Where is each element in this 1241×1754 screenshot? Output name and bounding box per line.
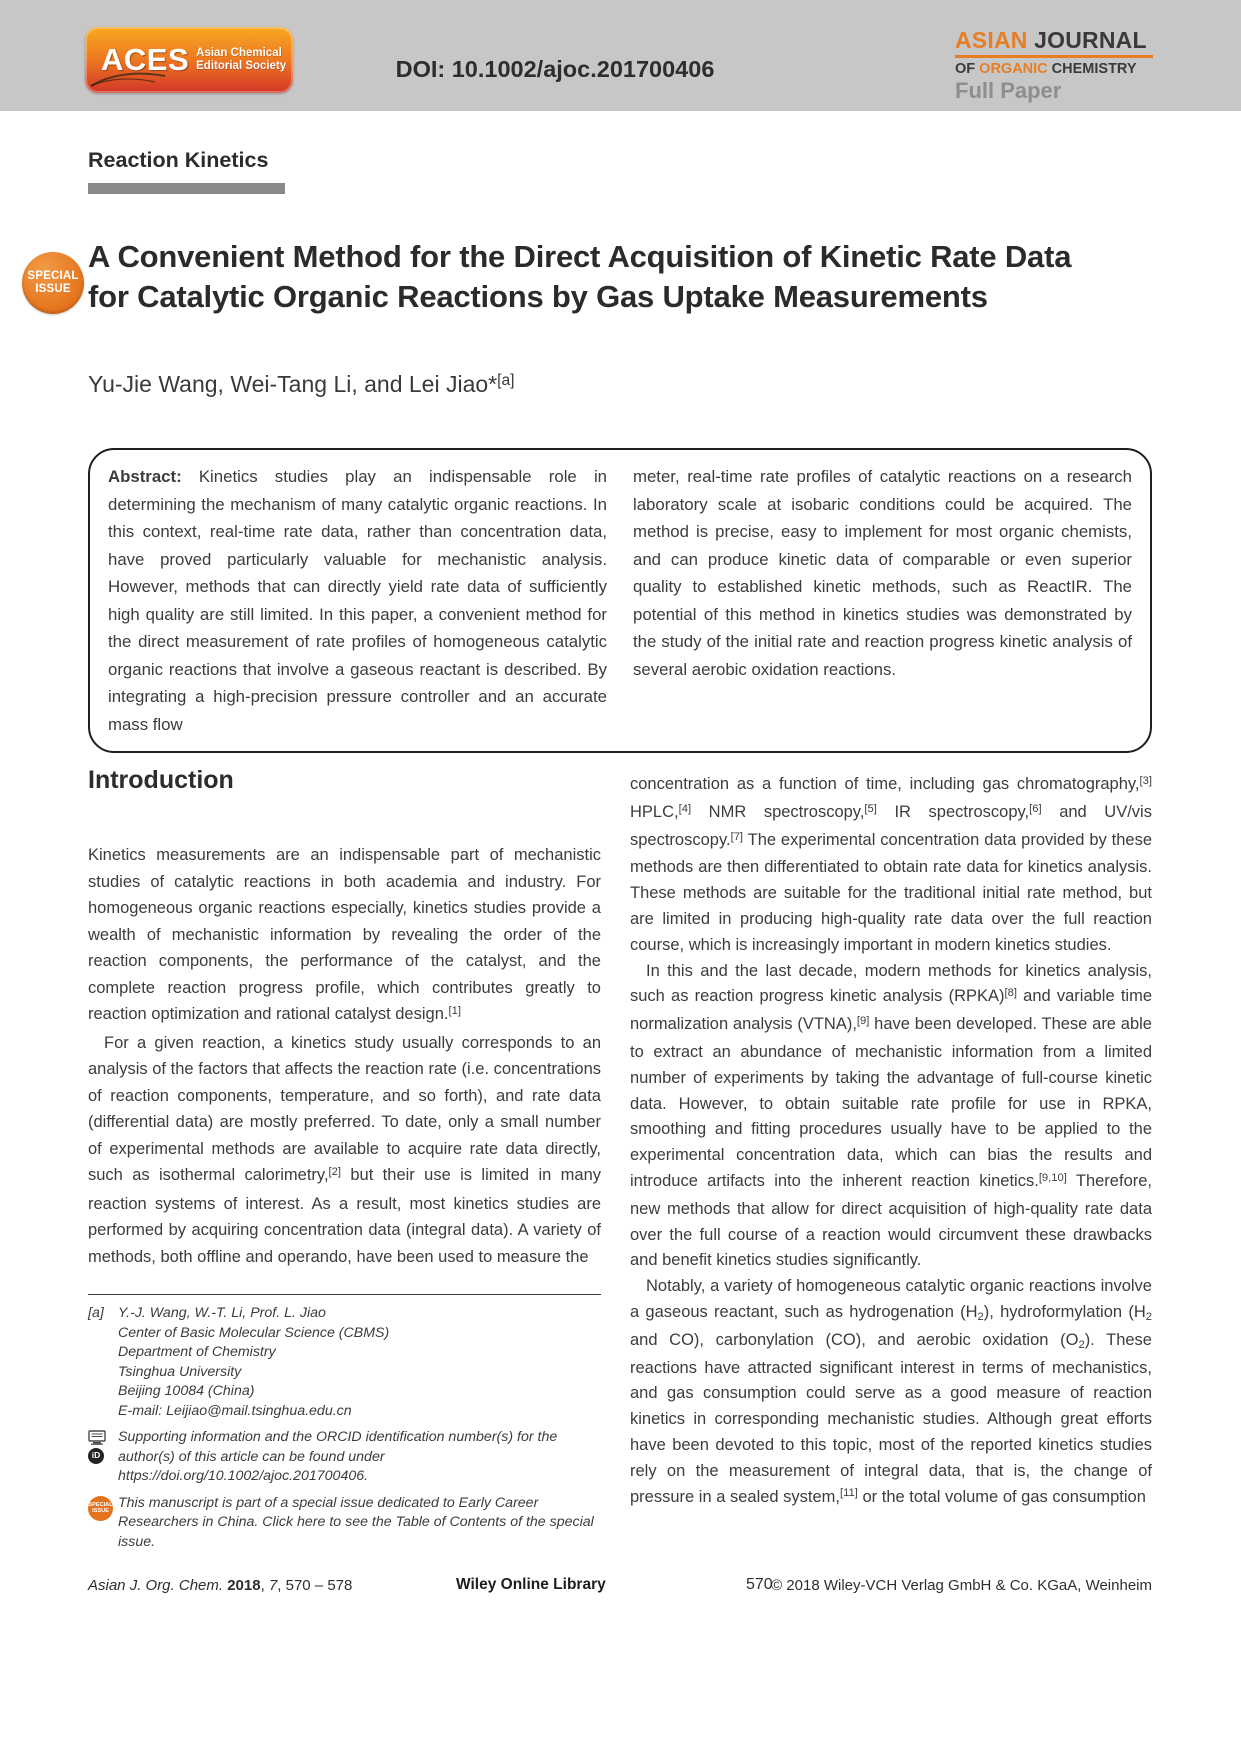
journal-citation: Asian J. Org. Chem. 2018, 7, 570 – 578 (88, 1577, 353, 1594)
special-issue-note[interactable]: This manuscript is part of a special issue dedicated to Early Career Researchers in China. Click here to see the Table of Contents of the special issue. (118, 1494, 594, 1550)
authors-line: Yu-Jie Wang, Wei-Tang Li, and Lei Jiao*[a] (88, 371, 515, 397)
paragraph-intro-3: concentration as a function of time, including gas chromatography,[3] HPLC,[4] NMR spectroscopy,[5] IR spectroscopy,[6] and UV/vis spectroscopy.[7] The experimental concentration data provided by these methods are then differentiated to obtain rate data for kinetics analysis. These methods are suitable for the traditional initial rate method, but are limited in producing high-quality rate data over the full reaction course, which is increasingly important in modern kinetics studies. (630, 774, 1152, 954)
copyright-text: © 2018 Wiley-VCH Verlag GmbH & Co. KGaA, Weinheim (771, 1577, 1152, 1594)
supporting-info-footnote (88, 1428, 601, 1487)
affiliation-line: Y.-J. Wang, W.-T. Li, Prof. L. Jiao (118, 1305, 326, 1321)
paragraph-intro-1: Kinetics measurements are an indispensable part of mechanistic studies of catalytic reactions in both academia and industry. For homogeneous organic reactions especially, kinetics studies provide a wealth of mechanistic information by revealing the order of the reaction components, the performance of the catalyst, and the complete reaction progress profile, which contributes greatly to reaction optimization and rational catalyst design.[1] (88, 846, 601, 1023)
mini-badge-line1: SPECIAL (88, 1501, 113, 1508)
paragraph-intro-2: For a given reaction, a kinetics study usually corresponds to an analysis of the factors that affects the reaction rate (i.e. concentrations of reaction components, temperature, and so forth), and rate data (differential data) are mostly preferred. To date, only a small number of experimental methods are available to acquire rate data directly, such as isothermal calorimetry,[2] but their use is limited in many reaction systems of interest. As a result, most kinetics studies are performed by acquiring concentration data (integral data). A variety of methods, both offline and operando, have been used to measure the (88, 1033, 601, 1266)
aces-swoosh-icon (89, 69, 169, 89)
supporting-info-icon (88, 1430, 106, 1445)
article-title: A Convenient Method for the Direct Acquisition of Kinetic Rate Data for Catalytic Organic Reactions by Gas Uptake Measurements (88, 239, 1072, 314)
article-type-label: Full Paper (955, 77, 1062, 103)
body-column-right (630, 772, 1152, 1512)
body-column-left (88, 842, 601, 1558)
page-footer (88, 1577, 1152, 1599)
mini-badge-line2: ISSUE (92, 1508, 109, 1514)
aces-subtitle-line2: Editorial Society (196, 60, 287, 72)
journal-name-line1 (955, 29, 1165, 52)
supporting-info-icons (88, 1428, 118, 1487)
header-band (0, 0, 1241, 111)
abstract-box (88, 448, 1152, 753)
special-issue-badge (22, 252, 84, 314)
journal-name-line2 (955, 62, 1165, 77)
footnote-rule (88, 1294, 601, 1295)
introduction-heading: Introduction (88, 766, 234, 794)
abstract-column-2: meter, real-time rate profiles of catalytic reactions on a research laboratory scale at isobaric conditions could be acquired. The method is precise, easy to implement for most organic chemists, and can produce kinetic data of comparable or even superior quality to established kinetic methods, such as ReactIR. The potential of this method in kinetics studies was demonstrated by the study of the initial rate and reaction progress kinetic analysis of several aerobic oxidation reactions. (633, 467, 1132, 679)
aces-subtitle (196, 47, 286, 74)
abstract-column-1: Abstract: Kinetics studies play an indispensable role in determining the mechanism of many catalytic organic reactions. In this context, real-time rate data, rather than concentration data, have proved particularly valuable for mechanistic analysis. However, methods that can directly yield rate data of sufficiently high quality are still limited. In this paper, a convenient method for the direct measurement of rate profiles of homogeneous catalytic organic reactions that involve a gaseous reactant is described. By integrating a high-precision pressure controller and an accurate mass flow (108, 467, 608, 734)
supporting-info-note[interactable]: Supporting information and the ORCID identification number(s) for the author(s) of this article can be found under https://doi.org/10.1002/ajoc.201700406. (118, 1429, 558, 1484)
paragraph-intro-5: Notably, a variety of homogeneous catalytic organic reactions involve a gaseous reactant, such as hydrogenation (H2), hydroformylation (H2 and CO), carbonylation (CO), and aerobic oxidation (O2). These reactions have attracted significant interest in terms of mechanistics, and gas consumption could serve as a good measure of reaction kinetics in corresponding mechanistic studies. Although great efforts have been devoted to this topic, most of the reported kinetics studies rely on the measurement of integral data, that is, the change of pressure in a sealed system,[11] or the total volume of gas consumption (630, 1277, 1152, 1506)
section-kicker: Reaction Kinetics (88, 148, 269, 172)
special-issue-badge-line1: SPECIAL (27, 270, 79, 282)
doi-text: DOI: 10.1002/ajoc.201700406 (395, 56, 715, 82)
affiliation-line: Center of Basic Molecular Science (CBMS) (118, 1324, 390, 1341)
footnotes (88, 1294, 601, 1552)
journal-name-journal: JOURNAL (1027, 27, 1147, 53)
affiliation-line: Beijing 10084 (China) (118, 1383, 255, 1399)
email-link[interactable]: E-mail: Leijiao@mail.tsinghua.edu.cn (118, 1402, 352, 1419)
paragraph-intro-4: In this and the last decade, modern methods for kinetics analysis, such as reaction progress kinetic analysis (RPKA)[8] and variable time normalization analysis (VTNA),[9] have been developed. These are able to extract an abundance of mechanistic information from a limited number of experiments by taking the advantage of full-course kinetic data. However, to obtain suitable rate profile for use in RPKA, smoothing and fitting procedures usually have to be applied to the experimental concentration data, which can bias the results and introduce artifacts into the inherent reaction kinetics.[9,10] Therefore, new methods that allow for direct acquisition of high-quality rate data over the full course of a reaction would circumvent these drawbacks and benefit kinetics studies significantly. (630, 961, 1152, 1270)
journal-line2-organic: ORGANIC (979, 61, 1048, 77)
aces-logo (85, 27, 293, 93)
kicker-underline-bar (88, 183, 285, 194)
special-issue-footnote-icons (88, 1494, 118, 1553)
aces-acronym: ACES (101, 42, 190, 77)
affiliation-line: Department of Chemistry (118, 1344, 276, 1360)
page-number: 570 (746, 1576, 773, 1593)
aces-subtitle-line1: Asian Chemical (196, 46, 282, 59)
special-issue-footnote (88, 1494, 601, 1553)
affiliation-lines (118, 1304, 389, 1421)
journal-line2-of: OF (955, 61, 980, 77)
journal-logo (955, 29, 1165, 102)
journal-line2-chemistry: CHEMISTRY (1047, 61, 1137, 77)
special-issue-mini-badge-icon (88, 1496, 113, 1521)
wiley-online-library-label: Wiley Online Library (456, 1576, 606, 1593)
special-issue-badge-line2: ISSUE (35, 283, 71, 295)
orcid-icon: iD (88, 1448, 104, 1464)
journal-logo-rule (955, 55, 1153, 58)
affiliation-footnote (88, 1304, 601, 1421)
journal-name-asian: ASIAN (955, 27, 1028, 53)
footnote-marker: [a] (88, 1305, 104, 1321)
affiliation-line: Tsinghua University (118, 1363, 242, 1380)
